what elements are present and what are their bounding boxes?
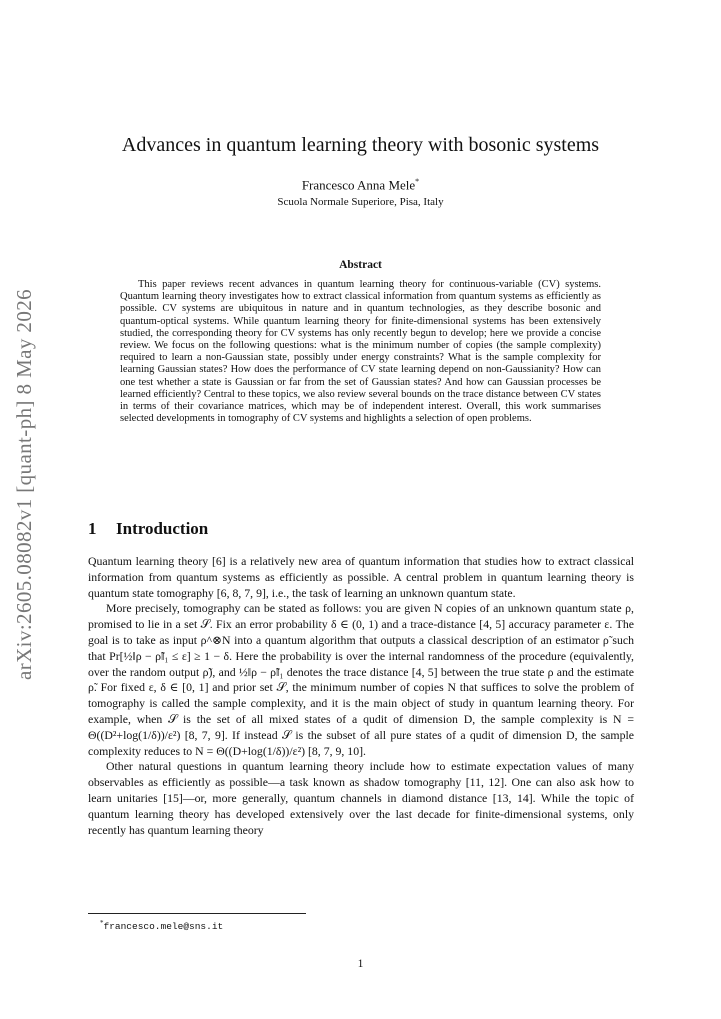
section-heading	[88, 519, 208, 539]
introduction-body	[88, 554, 634, 838]
author-line	[0, 177, 721, 193]
author-name: Francesco Anna Mele	[301, 177, 416, 193]
paper-title: Advances in quantum learning theory with bosonic systems	[121, 134, 600, 156]
arxiv-stamp: arXiv:2605.08082v1 [quant-ph] 8 May 2026	[12, 288, 36, 680]
footnote-rule	[88, 913, 306, 914]
footnote	[100, 919, 223, 932]
page-number: 1	[357, 958, 364, 970]
author-footnote-mark: *	[415, 177, 420, 186]
section-title: Introduction	[116, 519, 209, 538]
affiliation: Scuola Normale Superiore, Pisa, Italy	[277, 196, 444, 208]
paragraph: Other natural questions in quantum learning theory include how to estimate expectation values of many observables as efficiently as possible—a task known as shadow tomography [11, 12]. One can also ask how to learn unitaries [15]—or, more generally, quantum channels in diamond distance [13, 14]. While the topic of quantum learning theory has developed extensively over the last decade for finite-dimensional systems, only recently has quantum learning theory	[88, 759, 634, 837]
footnote-email: francesco.mele@sns.it	[103, 921, 224, 933]
paragraph: More precisely, tomography can be stated as follows: you are given N copies of an unknown quantum state ρ, promised to lie in a set 𝒮. Fix an error probability δ ∈ (0, 1) and a trace-distance [4, 5] accuracy parameter ε. The goal is to take as input ρ^⊗N into a quantum algorithm that outputs a classical description of an estimator ρ̃ such that Pr[½‖ρ − ρ̃‖₁ ≤ ε] ≥ 1 − δ. Here the probability is over the internal randomness of the procedure (equivalently, over the random output ρ̃), and ½‖ρ − ρ̃‖₁ denotes the trace distance [4, 5] between the true state ρ and the estimate ρ̃. For fixed ε, δ ∈ [0, 1] and prior set 𝒮, the minimum number of copies N that suffices to solve the problem of tomography is called the sample complexity, and it is the main object of study in quantum learning theory. For example, when 𝒮 is the set of all mixed states of a qudit of dimension D, the sample complexity is N = Θ((D²+log(1/δ))/ε²) [8, 7, 9]. If instead 𝒮 is the subset of all pure states of a qudit of dimension D, the sample complexity reduces to N = Θ((D+log(1/δ))/ε²) [8, 7, 9, 10].	[88, 601, 634, 758]
section-number: 1	[88, 519, 97, 538]
abstract-text: This paper reviews recent advances in quantum learning theory for continuous-variable (CV) systems. Quantum learning theory investigates how to extract classical information from quantum systems as efficiently as possible. CV systems are ubiquitous in nature and in quantum technologies, as they describe bosonic and quantum-optical systems. While quantum learning theory for finite-dimensional systems has been extensively studied, the corresponding theory for CV systems has only recently begun to develop; here we provide a concise review. We focus on the following questions: what is the minimum number of copies (the sample complexity) required to learn a non-Gaussian state, possibly under energy constraints? What is the sample complexity for learning Gaussian states? How does the performance of CV state learning depend on non-Gaussianity? How can one test whether a state is Gaussian or far from the set of Gaussian states? And how can Gaussian processes be learned efficiently? Central to these topics, we also review several bounds on the trace distance between CV states in terms of their covariance matrices, which may be of independent interest. Overall, this work summarises selected developments in tomography of CV systems and highlights a selection of open problems.	[120, 279, 601, 425]
footnote-mark: *	[100, 919, 104, 927]
abstract-heading: Abstract	[339, 259, 382, 271]
paragraph: Quantum learning theory [6] is a relatively new area of quantum information that studies how to extract classical information from quantum systems as efficiently as possible. A central problem in quantum learning theory is quantum state tomography [6, 8, 7, 9], i.e., the task of learning an unknown quantum state.	[88, 554, 634, 600]
